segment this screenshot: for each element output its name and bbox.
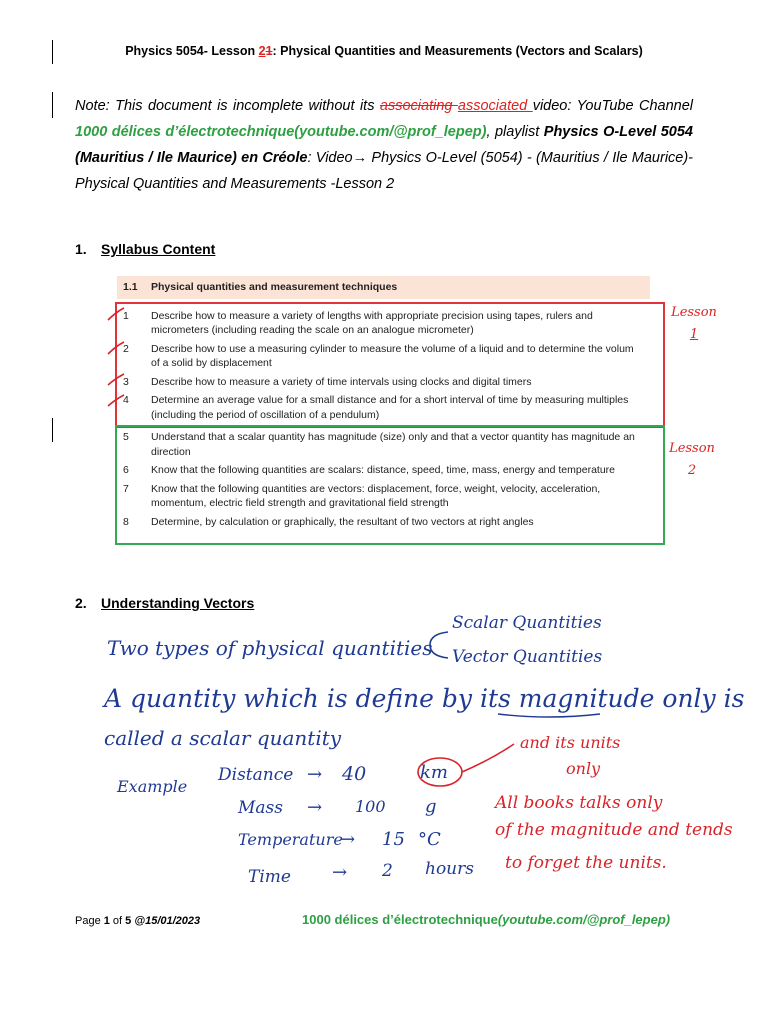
row-number: 6 (123, 464, 129, 476)
note-inserted-word: associated (457, 98, 533, 114)
lesson-word: Lesson (671, 305, 717, 320)
arrow-icon: → (307, 797, 323, 818)
lesson-number: 2 (687, 463, 697, 478)
red-annotation: to forget the units. (505, 853, 667, 873)
page-number: 1 (103, 915, 110, 927)
channel-link[interactable]: (youtube.com/@prof_lepep) (497, 912, 671, 927)
note-text: Physics O-Level (5054) - (Mauritius / Ile Maurice)- Physical Quantities and Measurements -Lesson 2 (75, 150, 694, 192)
tick-mark (108, 395, 124, 406)
row-number: 2 (123, 342, 129, 355)
brace-icon (430, 632, 448, 658)
page-label: of (109, 915, 126, 927)
playlist-name: Physics O-Level 5054 (Mauritius / Ile Maurice) en Créole (75, 124, 693, 166)
date-stamp: @15/01/2023 (131, 915, 201, 927)
row-number: 4 (123, 394, 129, 406)
syllabus-heading: Physical quantities and measurement techniques (151, 281, 398, 293)
page-footer-left (75, 915, 200, 927)
branch-label-vector: Vector Quantities (452, 647, 603, 667)
syllabus-heading-number: 1.1 (123, 281, 138, 293)
note-text: Note: This document is incomplete without its (75, 98, 380, 114)
example-label: Example (117, 777, 188, 796)
page-footer-right (302, 912, 670, 927)
arrow-icon: → (340, 829, 356, 850)
section-number: 2. (75, 595, 87, 611)
section-number: 1. (75, 241, 87, 257)
page-label: Page (75, 915, 104, 927)
page-total: 5 (125, 915, 132, 927)
example-unit: g (425, 796, 437, 817)
row-text: Describe how to use a measuring cylinder to measure the volume of a liquid and to determine the volum of a solid by displacement (151, 342, 634, 369)
branch-label-scalar: Scalar Quantities (452, 613, 602, 633)
lesson-word: Lesson (669, 441, 715, 456)
note-text: : Video (307, 150, 353, 166)
row-text: Describe how to measure a variety of time intervals using clocks and digital timers (151, 375, 532, 388)
title-num-deleted: 1 (265, 44, 273, 58)
row-text: Understand that a scalar quantity has magnitude (size) only and that a vector quantity has magnitude an direction (151, 431, 635, 458)
row-number: 1 (123, 309, 129, 322)
example-unit: hours (425, 859, 474, 879)
title-num-inserted: 2 (258, 44, 266, 58)
row-number: 8 (123, 515, 129, 528)
example-value: 100 (355, 797, 386, 816)
tick-mark (108, 342, 124, 354)
example-unit: °C (418, 829, 441, 850)
example-quantity: Time (248, 867, 291, 887)
row-number: 7 (123, 482, 129, 495)
example-quantity: Temperature (238, 830, 343, 849)
row-text: Know that the following quantities are scalars: distance, speed, time, mass, energy and temperature (151, 464, 615, 476)
note-deleted-word: associating (379, 98, 458, 114)
note-text: video: YouTube Channel (532, 98, 694, 114)
section-title: Understanding Vectors (101, 595, 255, 611)
row-number: 3 (123, 375, 129, 388)
title-prefix: Physics 5054- Lesson (125, 44, 259, 58)
section-title: Syllabus Content (101, 241, 216, 257)
tick-marks (108, 308, 124, 406)
row-number: 5 (123, 431, 129, 443)
arrow-icon: → (332, 862, 348, 883)
channel-name: 1000 délices d’électrotechnique (302, 912, 498, 927)
red-annotation: All books talks only (495, 793, 663, 813)
red-annotation: only (566, 759, 601, 778)
example-unit: km (420, 762, 448, 783)
handwritten-line: Two types of physical quantities (107, 636, 433, 660)
row-text: Determine, by calculation or graphically, the resultant of two vectors at right angles (151, 515, 534, 528)
arrow-icon (462, 744, 514, 772)
example-value: 40 (342, 763, 367, 785)
example-quantity: Mass (238, 798, 283, 818)
arrow-icon: → (352, 150, 368, 166)
row-text: Know that the following quantities are vectors: displacement, force, weight, velocity, acceleration, momentum, electric field strength and gravitational field strength (151, 482, 601, 509)
row-text: Determine an average value for a small distance and for a short interval of time by measuring multiples (including the period of oscillation of a pendulum) (151, 394, 629, 421)
title-suffix: : Physical Quantities and Measurements (Vectors and Scalars) (272, 44, 643, 58)
youtube-channel-link[interactable]: 1000 délices d’électrotechnique(youtube.com/@prof_lepep) (75, 124, 487, 140)
example-quantity: Distance (218, 765, 294, 785)
tick-mark (108, 308, 124, 320)
example-value: 2 (382, 861, 393, 881)
tick-mark (108, 374, 124, 385)
handwritten-line: called a scalar quantity (104, 726, 342, 750)
red-annotation: and its units (520, 733, 621, 752)
example-value: 15 (382, 829, 405, 850)
note-text: , playlist (486, 124, 544, 140)
lesson-number: 1 (689, 327, 699, 342)
red-annotation: of the magnitude and tends (495, 820, 733, 840)
arrow-icon: → (307, 764, 323, 785)
row-text: Describe how to measure a variety of lengths with appropriate precision using tapes, rulers and micrometers (including reading the scale on an analogue micrometer) (151, 309, 593, 336)
underline-mark (498, 714, 600, 717)
handwritten-line: A quantity which is define by its magnitude only is (104, 684, 745, 713)
